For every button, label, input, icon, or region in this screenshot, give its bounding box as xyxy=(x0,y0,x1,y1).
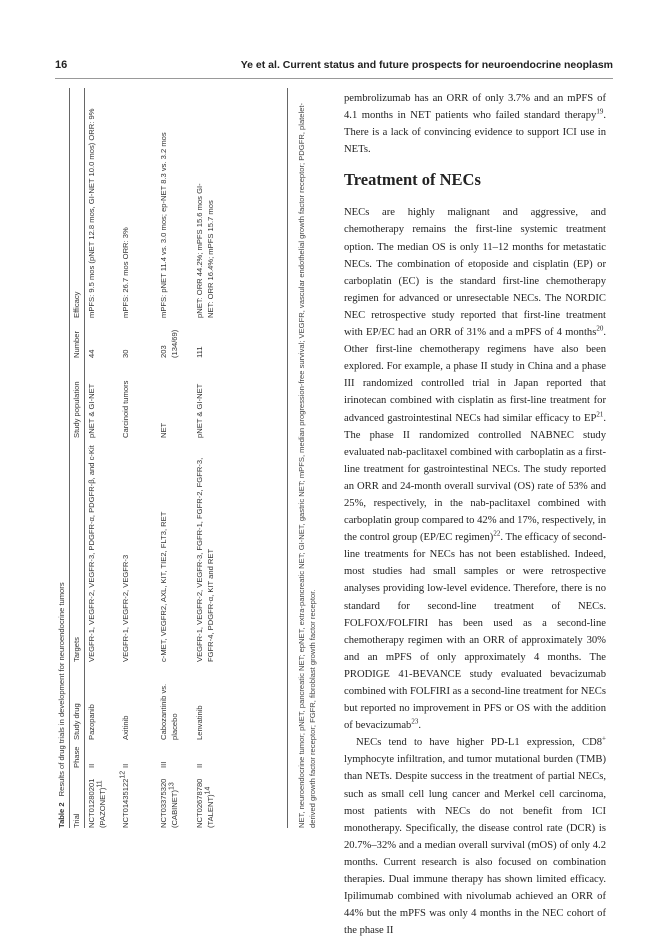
table-footnote: NET, neuroendocrine tumor; pNET, pancreatic NET; epNET, extra-pancreatic NET; GI-NET, gastric NET; mPFS, median progression-free survival; VEGFR, vascular endothelial growth factor receptor; PDGFR, platelet-derived growth factor receptor; FGFR, fibroblast growth factor receptor. xyxy=(297,102,317,828)
page-number: 16 xyxy=(55,59,68,71)
table-caption xyxy=(57,582,66,828)
row2-targets: VEGFR-1, VEGFR-2, VEGFR-3 xyxy=(121,554,130,662)
header-rule xyxy=(55,78,613,79)
row4-number: 111 xyxy=(195,346,204,358)
row3-targets: c-MET, VEGFR2, AXL, KIT, TIE2, FLT3, RET xyxy=(159,511,168,662)
row3-drug: Cabozantinib vs. placebo xyxy=(159,683,179,740)
row4-trial: NCT02678780 (TALENT)$^{14}$ xyxy=(195,778,215,828)
col-header-study-drug: Study drug xyxy=(72,703,81,740)
col-header-number: Number xyxy=(72,330,81,358)
col-header-phase: Phase xyxy=(72,746,81,768)
paragraph-2: NECs are highly malignant and aggressive, and chemotherapy remains the first-line systemic treatment option. The median OS is only 11–12 months for metastatic NECs. The combination of etoposide and cisplatin (EP) or carboplatin (EC) is the standard first-line chemotherapy regimen for advanced or unresectable NECs. The NORDIC NEC retrospective study reported that first-line treatment with EP/EC had an ORR of 31% and a mPFS of 4 months$^{20}$. Other first-line chemotherapy regimens have also been explored. For example, a phase II study in China and a phase III randomized controlled trial in Japan reported that irinotecan combined with cisplatin as first-line treatment for advanced gastrointestinal NECs had similar efficacy to EP$^{21}$. The phase II randomized controlled NABNEC study evaluated nab-paclitaxel combined with carboplatin as a first-line treatment for gastrointestinal NECs. The study reported an ORR and 24-month overall survival (OS) rate of 53% and 25%, respectively, in the nab-paclitaxel combined with carboplatin group compared to 42% and 17%, respectively, in the control group (EP/EC regimen)$^{22}$. The efficacy of second-line treatments for NECs has not been established. Indeed, most studies had small samples or were retrospective analyses providing low-level evidence. Therefore, there is no standard for second-line treatment of NECs. FOLFOX/FOLFIRI has been used as a second-line chemotherapy regimen with an ORR of approximately 30% and an mPFS of only approximately 4 months. The PRODIGE 41-BEVANCE study evaluated bevacizumab combined with FOLFIRI as a second-line treatment for NECs but reported no improvement in PFS or OS with the addition of bevacizumab$^{23}$. xyxy=(344,207,606,732)
col-header-population: Study population xyxy=(72,381,81,438)
col-header-targets: Targets xyxy=(72,637,81,662)
row4-targets: VEGFR-1, VEGFR-2, VEGFR-3, FGFR-1, FGFR-2, FGFR-3, FGFR-4, PDGFR-α, KIT and RET xyxy=(195,457,215,662)
row1-number: 44 xyxy=(87,349,96,358)
row4-population: pNET & GI-NET xyxy=(195,383,204,438)
paragraph-1: pembrolizumab has an ORR of only 3.7% and an mPFS of 4.1 months in NET patients who failed standard therapy$^{19}$. There is a lack of convincing evidence to support ICI use in NETs. xyxy=(344,93,606,156)
row1-efficacy: mPFS: 9.5 mos (pNET 12.8 mos, GI-NET 10.0 mos) ORR: 9% xyxy=(87,108,96,318)
row2-trial: NCT01435122$^{12}$ xyxy=(119,770,130,828)
section-heading: Treatment of NECs xyxy=(344,170,481,190)
row1-drug: Pazopanib xyxy=(87,704,96,740)
row3-trial: NCT03375320 (CABINET)$^{13}$ xyxy=(159,778,179,828)
running-title: Ye et al. Current status and future prospects for neuroendocrine neoplasm xyxy=(240,59,613,71)
table-title: Results of drug trials in development for neuroendocrine tumors xyxy=(57,582,66,797)
table-label: Table 2 xyxy=(57,802,66,828)
body-column xyxy=(344,90,606,939)
col-header-efficacy: Efficacy xyxy=(72,291,81,318)
row1-targets: VEGFR-1, VEGFR-2, VEGFR-3, PDGFR-α, PDGFR-β, and c-Kit xyxy=(87,445,96,662)
row4-drug: Lenvatinib xyxy=(195,705,204,740)
row2-phase: II xyxy=(121,763,130,768)
row2-drug: Axitinib xyxy=(121,715,130,740)
row4-phase: II xyxy=(195,763,204,768)
paragraph-3: NECs tend to have higher PD-L1 expression, CD8+ lymphocyte infiltration, and tumor mutational burden (TMB) than NETs. Despite success in the treatment of partial NECs, such as small cell lung cancer and Merkel cell carcinoma, most patients with NECs do not benefit from ICI monotherapy. Specifically, the disease control rate (DCR) is 20.7%–32% and a median overall survival (mOS) of only 4.2 months. Current research is also focused on combination therapies. Dual immune therapy has shown limited efficacy. Ipilimumab combined with nivolumab achieved an ORR of 44% but the mPFS was only 4 months in the NEC cohort of the phase II xyxy=(344,734,606,937)
row3-efficacy: mPFS: pNET 11.4 vs. 3.0 mos; ep-NET 8.3 vs. 3.2 mos xyxy=(159,132,168,318)
table-2 xyxy=(55,88,338,828)
row3-number: 203 (134/69) xyxy=(159,329,179,358)
table-header-rule xyxy=(84,88,85,828)
row1-phase: II xyxy=(87,763,96,768)
row2-number: 30 xyxy=(121,349,130,358)
table-top-rule xyxy=(69,88,70,828)
row3-phase: III xyxy=(159,761,168,768)
table-bottom-rule xyxy=(287,88,288,828)
row1-population: pNET & GI-NET xyxy=(87,383,96,438)
row3-population: NET xyxy=(159,422,168,438)
col-header-trial: Trial xyxy=(72,813,81,828)
rotated-table-area xyxy=(55,88,338,828)
row2-efficacy: mPFS: 26.7 mos ORR: 3% xyxy=(121,227,130,318)
row4-efficacy: pNET: ORR 44.2%; mPFS 15.6 mos GI-NET: ORR 16.4%; mPFS 15.7 mos xyxy=(195,183,215,318)
row2-population: Carcinoid tumors xyxy=(121,380,130,438)
row1-trial: NCT01280201 (PAZONET)$^{11}$ xyxy=(87,778,107,828)
